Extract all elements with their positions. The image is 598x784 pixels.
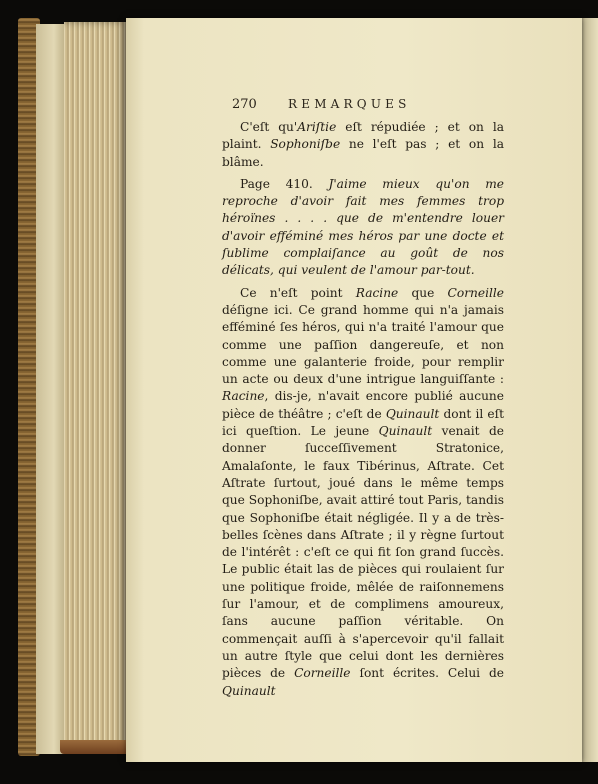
text-run-italic: Corneille — [447, 285, 504, 300]
text-run-italic: Racine — [222, 389, 265, 404]
paragraph-aristie — [222, 119, 504, 171]
text-run: Ce n'eſt point — [240, 285, 356, 300]
running-title: REMARQUES — [288, 97, 411, 111]
text-run-italic: Ariſtie — [297, 120, 337, 134]
text-run: venait de donner ſucceſſivement Stratonice, Amalaſonte, le faux Tibérinus, Aſtrate. Cet Aſtrate ſurtout, joué dans le même temps que Sophoniſbe, avait attiré tout Paris, tandis que Sophoniſbe était négligée. Il y a de très-belles ſcènes dans Aſtrate ; il y règne ſurtout de l'intérêt : c'eſt ce qui fit ſon grand ſuccès. Le public était las de pièces qui roulaient ſur une politique froide, mêlée de raiſonnemens ſur l'amour, et de complimens amoureux, ſans aucune paſſion véritable. On commençait auſſi à s'apercevoir qu'il fallait un autre ſtyle que celui dont les dernières pièces de — [222, 424, 504, 681]
text-run: C'eſt qu' — [240, 120, 298, 134]
gilt-page-edges — [64, 22, 128, 750]
paragraph-page-410 — [222, 176, 504, 280]
text-run: Page 410. — [240, 176, 329, 191]
paragraph-racine-corneille — [222, 285, 504, 700]
text-run: déſigne ici. Ce grand homme qui n'a jamais efféminé ſes héros, qui n'a traité l'amour que comme une paſſion dangereuſe, et non comme une galanterie froide, pour remplir un acte ou deux d'une intrigue languiſſante : — [222, 302, 504, 387]
text-run-italic: Quinault — [222, 683, 276, 698]
text-run-italic: Racine — [355, 285, 399, 300]
text-run: ne l'eſt pas ; et on la blâme. — [222, 137, 504, 169]
text-run: , dis-je, n'avait encore publié aucune pièce de théâtre ; c'eſt de — [222, 389, 504, 421]
text-run-italic: Quinault — [385, 406, 440, 421]
text-run: dont il eſt ici queſtion. Le jeune — [222, 406, 504, 439]
page-number: 270 — [232, 97, 257, 112]
text-run-italic: Quinault — [378, 424, 433, 439]
page-stack-bottom — [60, 740, 134, 754]
body-text — [222, 119, 504, 700]
text-run-italic: Corneille — [294, 666, 351, 681]
text-run: ſont écrites. Celui de — [350, 666, 504, 681]
running-head — [232, 97, 452, 115]
cover-edge — [36, 24, 66, 754]
text-run: eſt répudiée ; et on la plaint. — [222, 120, 504, 152]
text-run: que — [398, 285, 448, 300]
text-run-italic: Sophoniſbe — [270, 137, 341, 152]
text-run-italic: J'aime mieux qu'on me reproche d'avoir fait mes femmes trop héroïnes . . . . que de m'entendre louer d'avoir efféminé mes héros par une docte et ſublime complaiſance au goût de nos délicats, qui veulent de l'amour par-tout. — [222, 176, 504, 278]
